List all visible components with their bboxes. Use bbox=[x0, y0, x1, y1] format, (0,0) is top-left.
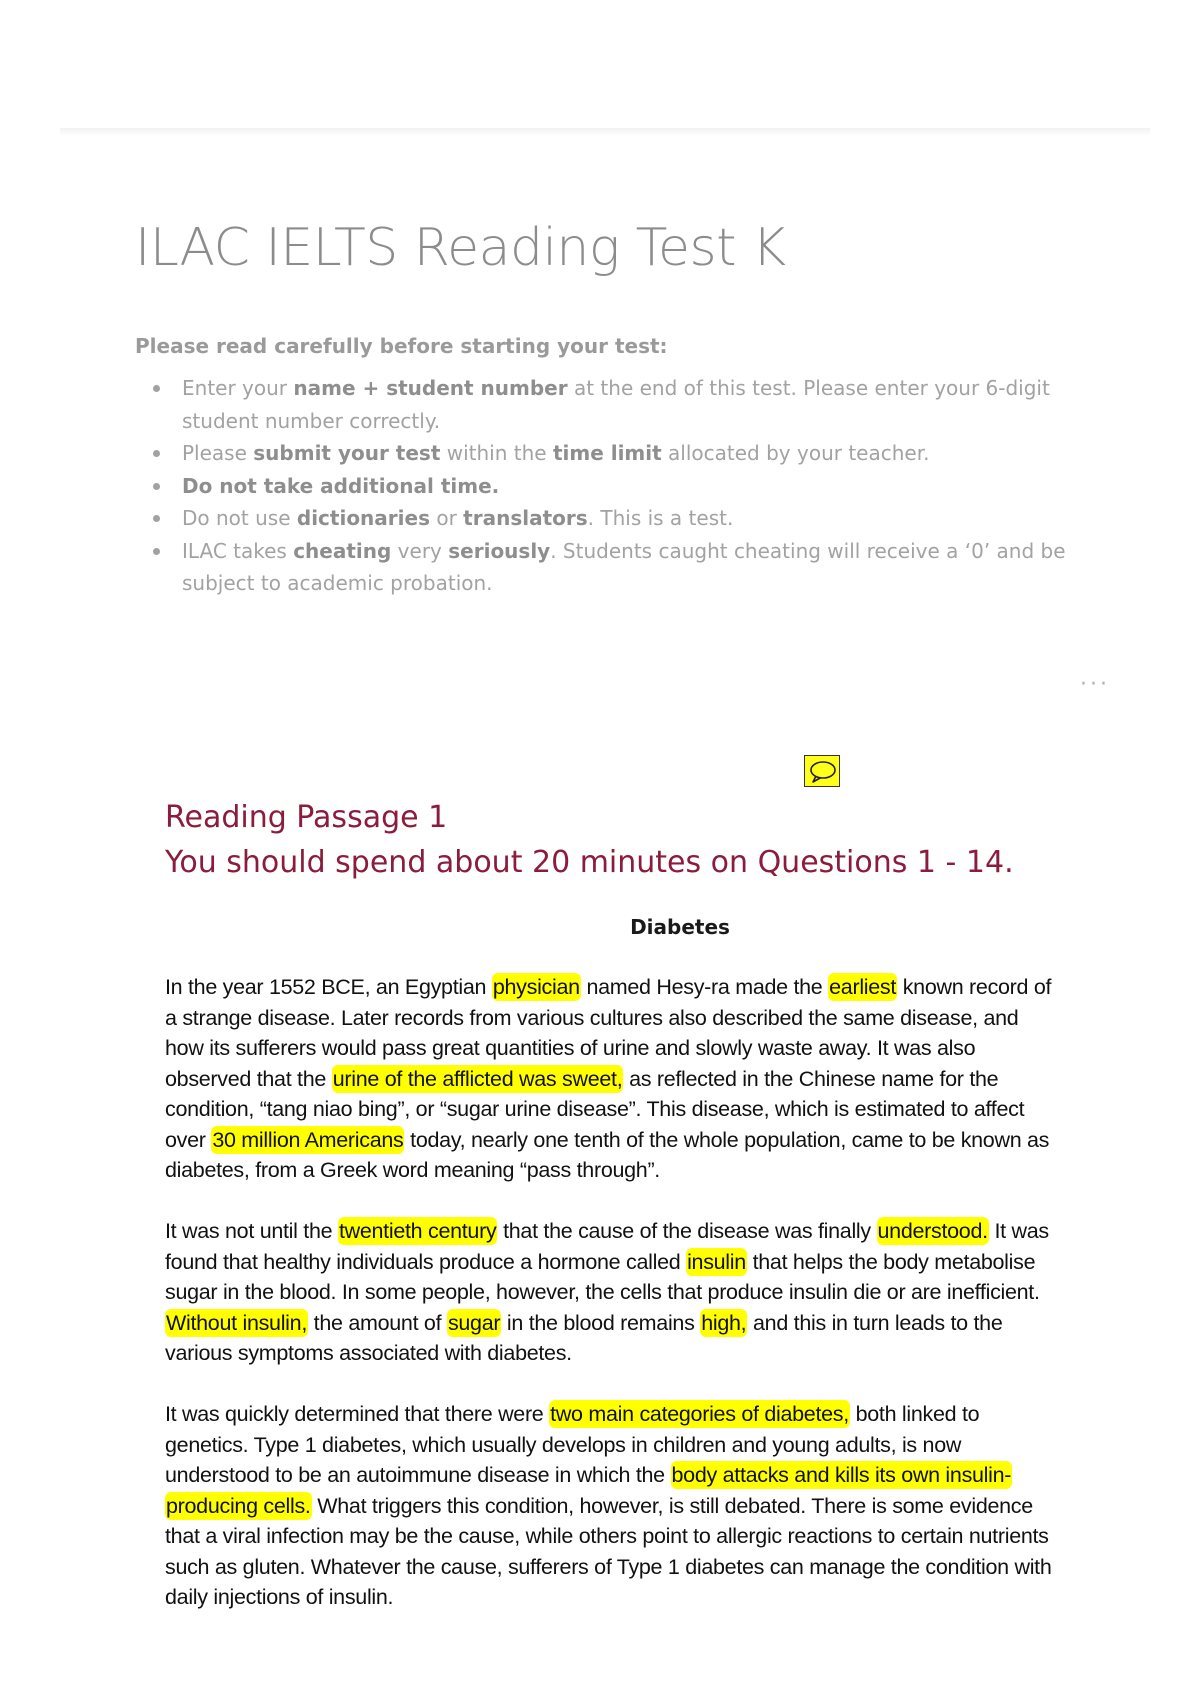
more-options-icon[interactable]: ··· bbox=[1080, 672, 1110, 697]
highlighted-text: two main categories of diabetes, bbox=[550, 1402, 849, 1426]
instruction-item: Do not take additional time. bbox=[182, 470, 1102, 503]
instructions-heading: Please read carefully before starting your test: bbox=[135, 334, 668, 358]
passage-time-instruction: You should spend about 20 minutes on Questions 1 - 14. bbox=[165, 845, 1014, 880]
article-paragraph: It was quickly determined that there were two main categories of diabetes, both linked to genetics. Type 1 diabetes, which usually develops in children and young adults, is now understood to be an autoimmune disease in which the body attacks and kills its own insulin-producing cells. What triggers this condition, however, is still debated. There is some evidence that a viral infection may be the cause, while others point to allergic reactions to certain nutrients such as gluten. Whatever the cause, sufferers of Type 1 diabetes can manage the condition with daily injections of insulin. bbox=[165, 1402, 1052, 1609]
page-title: ILAC IELTS Reading Test K bbox=[135, 218, 786, 278]
article-title: Diabetes bbox=[630, 915, 730, 939]
highlighted-text: urine of the afflicted was sweet, bbox=[332, 1066, 623, 1091]
page-top-divider bbox=[60, 128, 1150, 136]
highlighted-text: Without insulin, bbox=[166, 1310, 307, 1335]
instructions-list bbox=[135, 372, 1102, 600]
article-paragraph: In the year 1552 BCE, an Egyptian physician named Hesy-ra made the earliest known record of a strange disease. Later records from various cultures also described the same disease, and how its sufferers would pass great quantities of urine and slowly waste away. It was also observed that the urine of the afflicted was sweet, as reflected in the Chinese name for the condition, “tang niao bing”, or “sugar urine disease”. This disease, which is estimated to affect over 30 million Americans today, nearly one tenth of the whole population, came to be known as diabetes, from a Greek word meaning “pass through”. bbox=[165, 975, 1052, 1182]
highlighted-text: high, bbox=[701, 1310, 747, 1335]
highlighted-text: earliest bbox=[829, 975, 897, 999]
instruction-item: Please submit your test within the time limit allocated by your teacher. bbox=[182, 437, 1102, 470]
highlighted-text: understood. bbox=[877, 1219, 988, 1243]
article-paragraph: It was not until the twentieth century that the cause of the disease was finally understood. It was found that healthy individuals produce a hormone called insulin that helps the body metabolise sugar in the blood. In some people, however, the cells that produce insulin die or are inefficient. Without insulin, the amount of sugar in the blood remains high, and this in turn leads to the various symptoms associated with diabetes. bbox=[165, 1219, 1049, 1365]
highlighted-text: insulin bbox=[687, 1249, 746, 1274]
highlighted-text: sugar bbox=[447, 1310, 501, 1335]
instruction-item: Enter your name + student number at the end of this test. Please enter your 6-digit student number correctly. bbox=[182, 372, 1102, 437]
highlighted-text: 30 million Americans bbox=[212, 1127, 404, 1152]
instruction-item: Do not use dictionaries or translators. This is a test. bbox=[182, 502, 1102, 535]
highlighted-text: body attacks and kills its own insulin-producing cells. bbox=[166, 1463, 1012, 1518]
highlighted-text: physician bbox=[492, 975, 580, 999]
comment-bubble-icon[interactable] bbox=[804, 755, 840, 787]
highlighted-text: twentieth century bbox=[338, 1219, 497, 1243]
instruction-item: ILAC takes cheating very seriously. Students caught cheating will receive a ‘0’ and be subject to academic probation. bbox=[182, 535, 1102, 600]
passage-heading: Reading Passage 1 bbox=[165, 800, 448, 835]
comment-bubble-glyph bbox=[808, 759, 838, 785]
article-body bbox=[165, 972, 1060, 1643]
